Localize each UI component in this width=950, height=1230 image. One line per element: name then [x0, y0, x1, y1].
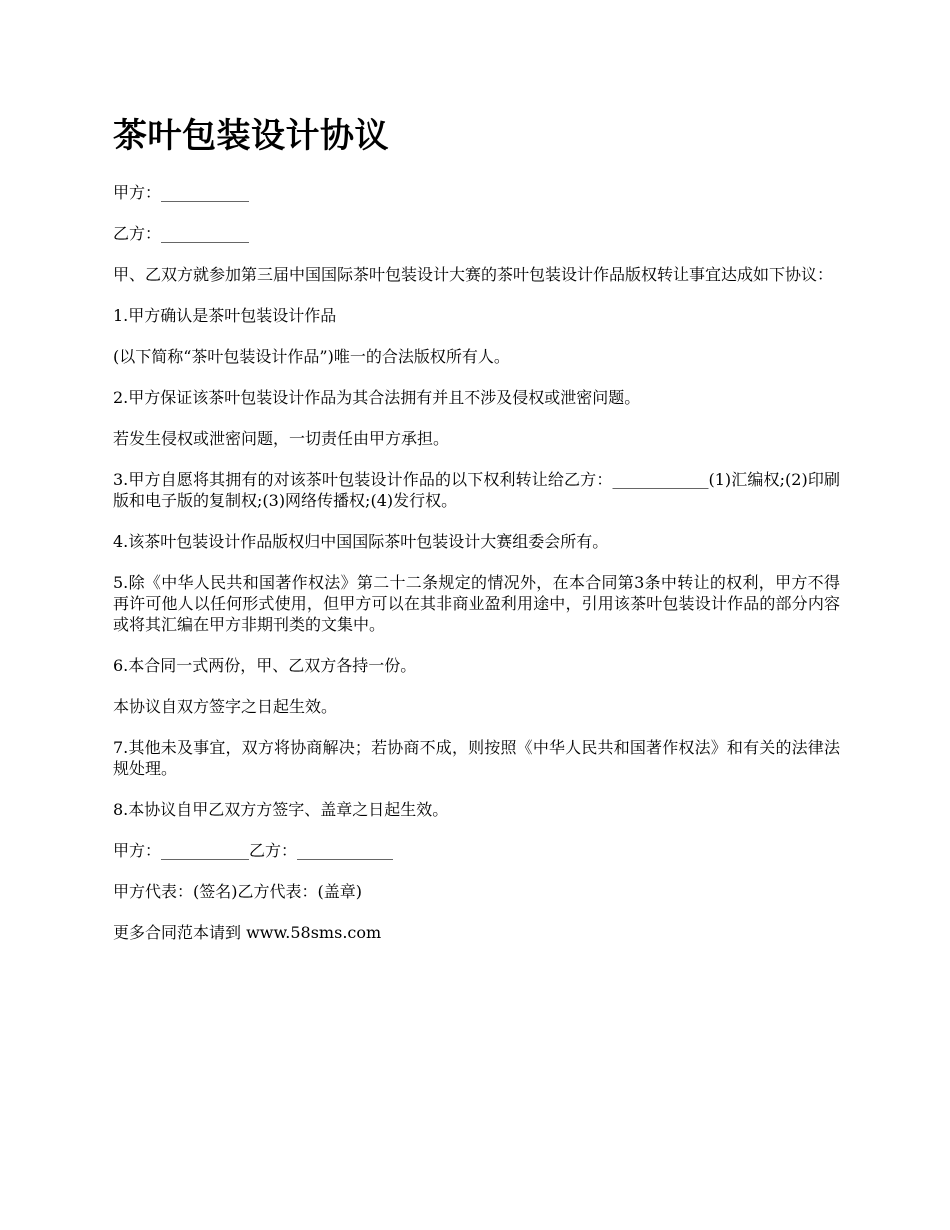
party-a-line: 甲方：___________ — [113, 183, 250, 202]
clause-5: 5.除《中华人民共和国著作权法》第二十二条规定的情况外，在本合同第3条中转让的权利，甲方不得再许可他人以任何形式使用，但甲方可以在其非商业盈利用途中，引用该茶叶包装设计作品的部分内容或将其汇编在甲方非期刊类的文集中。 — [113, 573, 840, 634]
document-page — [113, 112, 840, 963]
clause-6-note: 本协议自双方签字之日起生效。 — [113, 697, 338, 716]
clause-4: 4.该茶叶包装设计作品版权归中国国际茶叶包装设计大赛组委会所有。 — [113, 532, 609, 551]
intro-paragraph: 甲、乙双方就参加第三届中国国际茶叶包装设计大赛的茶叶包装设计作品版权转让事宜达成如下协议： — [113, 265, 834, 284]
clause-2: 2.甲方保证该茶叶包装设计作品为其合法拥有并且不涉及侵权或泄密问题。 — [113, 388, 641, 407]
clause-1: 1.甲方确认是茶叶包装设计作品 — [113, 306, 337, 325]
party-b-line: 乙方：___________ — [113, 224, 250, 243]
signature-parties-line: 甲方：___________乙方：____________ — [113, 841, 394, 860]
footer-note: 更多合同范本请到 www.58sms.com — [113, 923, 382, 942]
clause-3: 3.甲方自愿将其拥有的对该茶叶包装设计作品的以下权利转让给乙方：____________(1)汇编权;(2)印刷版和电子版的复制权;(3)网络传播权;(4)发行权。 — [113, 470, 840, 510]
clause-7: 7.其他未及事宜，双方将协商解决；若协商不成，则按照《中华人民共和国著作权法》和有关的法律法规处理。 — [113, 738, 840, 778]
document-title: 茶叶包装设计协议 — [113, 116, 389, 156]
clause-6: 6.本合同一式两份，甲、乙双方各持一份。 — [113, 656, 417, 675]
signature-representatives-line: 甲方代表：(签名)乙方代表：(盖章) — [113, 882, 362, 901]
clause-1-note: (以下简称“茶叶包装设计作品”)唯一的合法版权所有人。 — [113, 347, 510, 366]
clause-2-note: 若发生侵权或泄密问题，一切责任由甲方承担。 — [113, 429, 450, 448]
clause-8: 8.本协议自甲乙双方方签字、盖章之日起生效。 — [113, 800, 449, 819]
